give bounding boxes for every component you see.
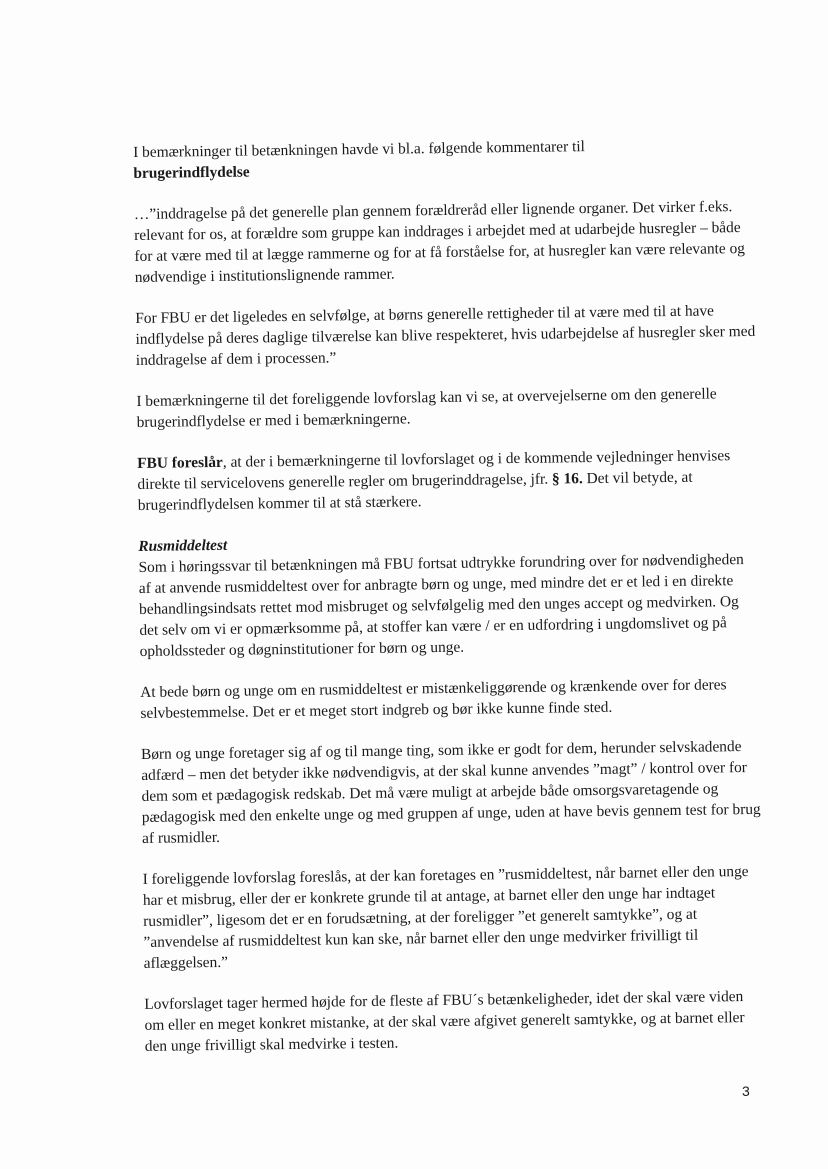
intro-text: I bemærkninger til betænkningen havde vi bl.a. følgende kommentarer til — [133, 138, 585, 161]
paragraph-rusmiddeltest — [138, 528, 760, 662]
rusmiddeltest-text: Som i høringssvar til betænkningen må FBU fortsat udtrykke forundring over for nødvendigheden af at anvende rusmiddeltest over for anbragte børn og unge, med mindre det er et led i en direkte behandlingsindsats rettet mod misbruget og selvfølgelig med den unges accept og medvirken. Og det selv om vi er opmærksomme på, at stoffer kan være / er en udfordring i ungdomslivet og på opholdssteder og døgninstitutioner for børn og unge. — [138, 551, 744, 660]
paragraph-mistanke: At bede børn og unge om en rusmiddeltest er mistænkeliggørende og krænkende over for deres selvbestemmelse. Det er et meget stort indgreb og bør ikke kunne finde sted. — [140, 676, 727, 722]
paragraph-lovforslag: I foreliggende lovforslag foreslås, at der kan foretages en ”rusmiddeltest, når barnet eller den unge har et misbrug, eller der er konkrete grunde til at antage, at barnet eller den unge har indtaget rusmidler”, ligesom det er en forudsætning, at der foreligger ”et generelt samtykke”, og at ”anvendelse af rusmiddeltest kun kan ske, når barnet eller den unge medvirker frivilligt til aflæggelsen.” — [142, 863, 749, 972]
proposal-section-ref: § 16. — [551, 470, 583, 488]
proposal-bold-lead: FBU foreslår — [137, 453, 223, 472]
paragraph-proposal — [137, 445, 758, 516]
proposal-text-end: Det vil betyde, at brugerindflydelsen kommer til at stå stærkere. — [137, 468, 693, 514]
section-heading: Rusmiddeltest — [138, 536, 228, 555]
proposal-text: , at der i bemærkningerne til lovforslaget og i de kommende vejledninger henvises direkte til servicelovens generelle regler om brugerinddragelse, jfr. — [137, 447, 731, 493]
paragraph-conclusion: Lovforslaget tager hermed højde for de fleste af FBU´s betænkeligheder, idet der skal være viden om eller en meget konkret mistanke, at der skal være afgivet generelt samtykke, og at barnet eller den unge frivilligt skal medvirke i testen. — [144, 988, 745, 1055]
intro-bold-term: brugerindflydelse — [133, 163, 250, 182]
paragraph-quote-1: …”inddragelse på det generelle plan gennem forældreråd eller lignende organer. Det virker f.eks. relevant for os, at forældre som gruppe kan inddrages i arbejdet med at udarbejde husregler – både for at være med til at lægge rammerne og for at få forståelse for, at husregler kan være relevante og nødvendige i institutionslignende rammer. — [133, 198, 746, 286]
page-number: 3 — [742, 1083, 750, 1099]
paragraph-intro — [133, 134, 753, 184]
paragraph-quote-2: For FBU er det ligeledes en selvfølge, at børns generelle rettigheder til at være med til at have indflydelse på deres daglige tilværelse kan blive respekteret, hvis udarbejdelse af husregler sker med inddragelse af dem i processen.” — [135, 302, 756, 369]
document-body — [133, 134, 765, 1077]
paragraph-boern-unge: Børn og unge foretager sig af og til mange ting, som ikke er godt for dem, herunder selvskadende adfærd – men det betyder ikke nødvendigvis, at der skal kunne anvendes ”magt” / kontrol over for dem som et pædagogisk redskab. Det må være muligt at arbejde både omsorgsvaretagende og pædagogisk med den enkelte unge og med gruppen af unge, uden at have bevis gennem test for brug af rusmidler. — [140, 738, 761, 847]
paragraph-remarks: I bemærkningerne til det foreliggende lovforslag kan vi se, at overvejelserne om den generelle brugerindflydelse er med i bemærkningerne. — [136, 385, 717, 431]
